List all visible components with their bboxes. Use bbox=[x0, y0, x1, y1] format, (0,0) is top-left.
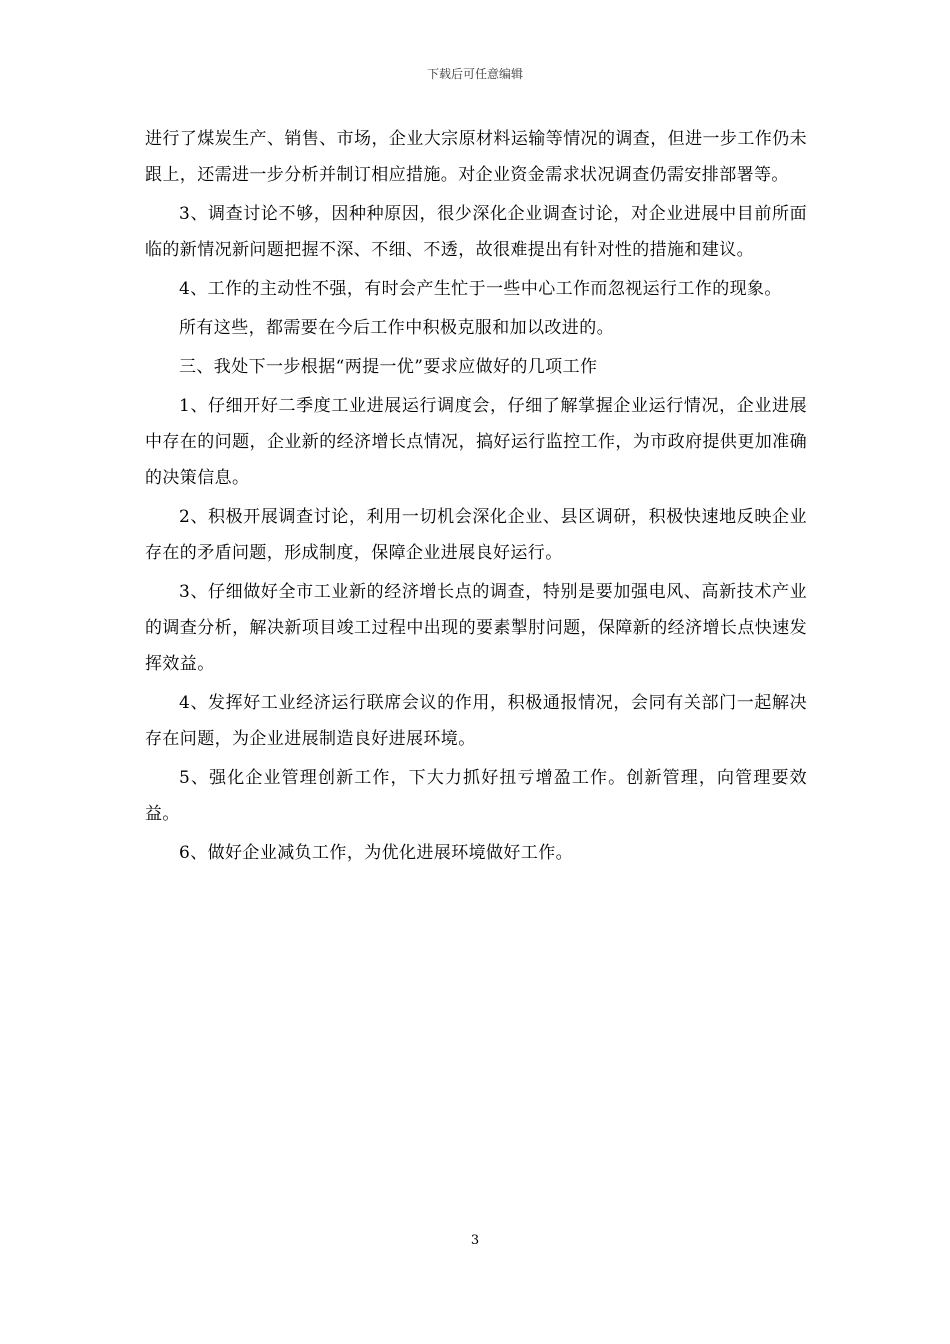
paragraph: 进行了煤炭生产、销售、市场，企业大宗原材料运输等情况的调查，但进一步工作仍未跟上，还需进一步分析并制订相应措施。对企业资金需求状况调查仍需安排部署等。 bbox=[145, 129, 807, 185]
paragraph: 4、工作的主动性不强，有时会产生忙于一些中心工作而忽视运行工作的现象。 bbox=[179, 279, 782, 299]
section-heading: 三、我处下一步根据“两提一优”要求应做好的几项工作 bbox=[179, 357, 598, 377]
paragraph: 3、调查讨论不够，因种种原因，很少深化企业调查讨论，对企业进展中目前所面临的新情况新问题把握不深、不细、不透，故很难提出有针对性的措施和建议。 bbox=[145, 204, 807, 260]
page-header: 下载后可任意编辑 bbox=[426, 67, 523, 81]
paragraph: 4、发挥好工业经济运行联席会议的作用，积极通报情况，会同有关部门一起解决存在问题，为企业进展制造良好进展环境。 bbox=[145, 693, 807, 749]
document-body bbox=[145, 121, 807, 874]
paragraph: 所有这些，都需要在今后工作中积极克服和加以改进的。 bbox=[179, 318, 614, 338]
page-number: 3 bbox=[470, 1233, 480, 1248]
paragraph: 1、仔细开好二季度工业进展运行调度会，仔细了解掌握企业运行情况，企业进展中存在的问题，企业新的经济增长点情况，搞好运行监控工作，为市政府提供更加准确的决策信息。 bbox=[145, 396, 807, 488]
paragraph: 5、强化企业管理创新工作，下大力抓好扭亏增盈工作。创新管理，向管理要效益。 bbox=[145, 768, 807, 824]
paragraph: 2、积极开展调查讨论，利用一切机会深化企业、县区调研，积极快速地反映企业存在的矛盾问题，形成制度，保障企业进展良好运行。 bbox=[145, 507, 807, 563]
paragraph: 3、仔细做好全市工业新的经济增长点的调查，特别是要加强电风、高新技术产业的调查分析，解决新项目竣工过程中出现的要素掣肘问题，保障新的经济增长点快速发挥效益。 bbox=[145, 582, 807, 674]
paragraph: 6、做好企业减负工作，为优化进展环境做好工作。 bbox=[179, 843, 574, 863]
